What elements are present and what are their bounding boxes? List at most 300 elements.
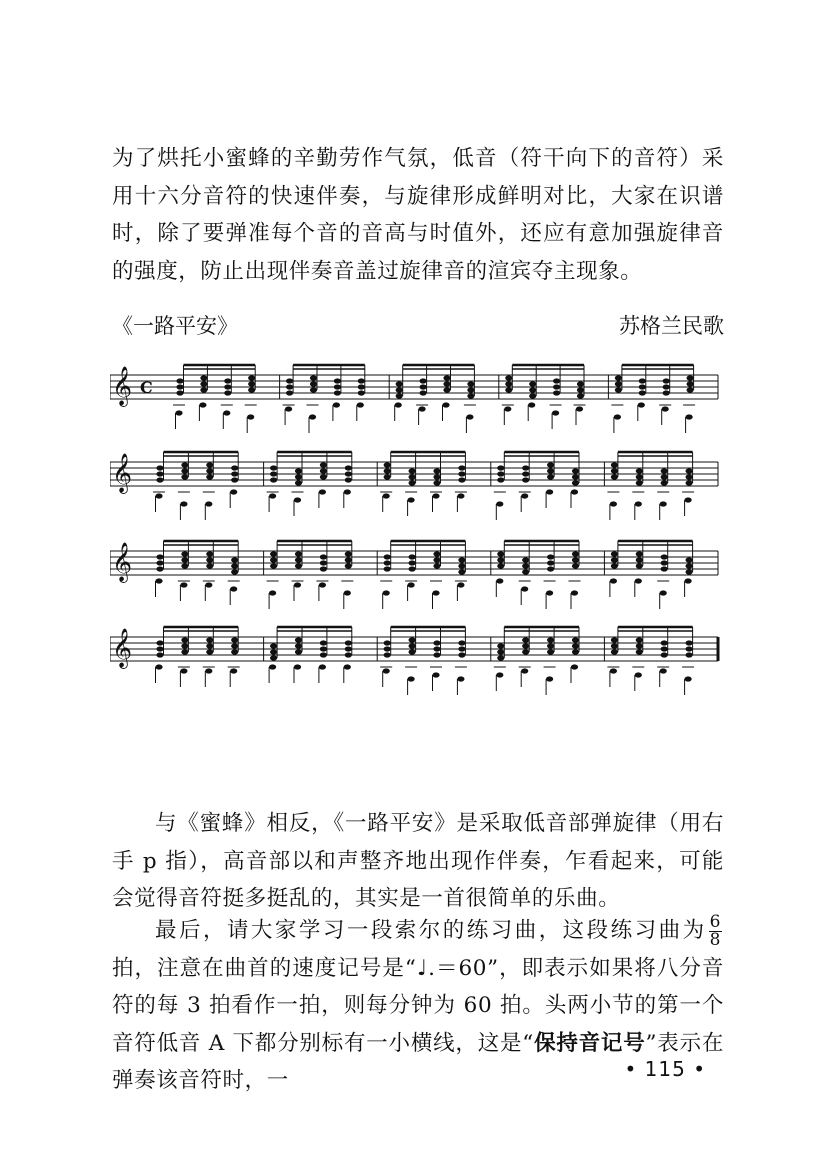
note-head — [286, 390, 293, 395]
note-head — [206, 462, 213, 467]
bass-note-head — [344, 590, 351, 595]
note-head — [497, 465, 504, 470]
note-head — [156, 477, 163, 482]
bass-note-head — [230, 586, 237, 591]
note-head — [686, 480, 693, 485]
bass-note-head — [685, 578, 692, 583]
treble-clef-icon: 𝄞 — [112, 366, 133, 406]
note-head — [156, 646, 163, 651]
note-head — [231, 643, 238, 648]
note-head — [615, 375, 622, 380]
note-head — [231, 477, 238, 482]
staff-system — [110, 627, 718, 695]
note-head — [687, 381, 694, 386]
note-head — [663, 384, 670, 389]
note-head — [572, 649, 579, 654]
note-head — [358, 384, 365, 389]
note-head — [522, 557, 529, 562]
note-head — [687, 387, 694, 392]
music-score — [110, 355, 726, 720]
note-head — [286, 378, 293, 383]
note-head — [248, 387, 255, 392]
note-head — [572, 474, 579, 479]
note-head — [661, 474, 668, 479]
note-head — [320, 560, 327, 565]
bass-note-head — [383, 668, 390, 673]
bass-note-head — [610, 668, 617, 673]
staff-system — [110, 365, 718, 433]
staff-system — [110, 541, 718, 609]
fraction-numerator: 6 — [709, 911, 721, 932]
note-head — [224, 378, 231, 383]
note-head — [200, 387, 207, 392]
note-head — [181, 649, 188, 654]
note-head — [433, 480, 440, 485]
note-head — [409, 637, 416, 642]
note-head — [409, 480, 416, 485]
bass-note-head — [546, 590, 553, 595]
note-head — [611, 563, 618, 568]
note-head — [224, 390, 231, 395]
score-systems — [110, 365, 718, 695]
note-head — [572, 563, 579, 568]
note-head — [206, 551, 213, 556]
bass-note-head — [496, 578, 503, 583]
note-head — [181, 643, 188, 648]
note-head — [615, 387, 622, 392]
note-head — [611, 649, 618, 654]
note-head — [310, 381, 317, 386]
note-head — [358, 378, 365, 383]
note-head — [458, 471, 465, 476]
note-head — [345, 652, 352, 657]
note-head — [384, 462, 391, 467]
note-head — [661, 554, 668, 559]
note-head — [529, 393, 536, 398]
note-head — [467, 387, 474, 392]
note-head — [206, 474, 213, 479]
note-head — [409, 468, 416, 473]
note-head — [384, 468, 391, 473]
note-head — [248, 375, 255, 380]
note-head — [433, 468, 440, 473]
note-head — [181, 637, 188, 642]
note-head — [409, 643, 416, 648]
note-head — [206, 557, 213, 562]
note-head — [497, 649, 504, 654]
bass-note-head — [576, 406, 583, 411]
note-head — [636, 649, 643, 654]
note-head — [320, 474, 327, 479]
note-head — [522, 465, 529, 470]
bass-note-head — [432, 590, 439, 595]
note-head — [522, 637, 529, 642]
note-head — [661, 468, 668, 473]
sustain-mark-term: 保持音记号 — [533, 1030, 646, 1056]
bass-note-head — [309, 414, 316, 419]
note-head — [320, 640, 327, 645]
note-head — [156, 560, 163, 565]
note-head — [547, 468, 554, 473]
note-head — [497, 563, 504, 568]
note-head — [248, 381, 255, 386]
note-head — [497, 655, 504, 660]
study-text-a: 最后，请大家学习一段索尔的练习曲，这段练习曲为 — [155, 918, 707, 943]
note-head — [320, 554, 327, 559]
note-head — [572, 480, 579, 485]
note-head — [433, 640, 440, 645]
note-head — [497, 557, 504, 562]
note-head — [345, 640, 352, 645]
note-head — [181, 468, 188, 473]
note-head — [310, 387, 317, 392]
note-head — [547, 462, 554, 467]
bass-note-head — [269, 590, 276, 595]
note-head — [433, 652, 440, 657]
note-head — [547, 637, 554, 642]
note-head — [270, 471, 277, 476]
note-head — [181, 563, 188, 568]
note-head — [611, 643, 618, 648]
note-head — [458, 557, 465, 562]
note-head — [636, 474, 643, 479]
note-head — [358, 390, 365, 395]
note-head — [181, 462, 188, 467]
note-head — [433, 646, 440, 651]
note-head — [636, 563, 643, 568]
bass-note-head — [247, 414, 254, 419]
note-head — [156, 640, 163, 645]
bass-note-head — [269, 493, 276, 498]
note-head — [270, 643, 277, 648]
note-head — [231, 465, 238, 470]
note-head — [156, 465, 163, 470]
bass-note-head — [180, 501, 187, 506]
fraction-denominator: 8 — [709, 929, 721, 950]
time-signature: C — [140, 378, 153, 397]
bass-note-head — [383, 493, 390, 498]
note-head — [458, 569, 465, 574]
note-head — [345, 563, 352, 568]
note-head — [547, 643, 554, 648]
note-head — [572, 643, 579, 648]
note-head — [384, 646, 391, 651]
bass-note-head — [155, 493, 162, 498]
bass-note-head — [205, 668, 212, 673]
note-head — [176, 378, 183, 383]
note-head — [200, 381, 207, 386]
note-head — [334, 390, 341, 395]
note-head — [529, 387, 536, 392]
note-head — [547, 554, 554, 559]
note-head — [636, 480, 643, 485]
note-head — [547, 474, 554, 479]
note-head — [206, 649, 213, 654]
note-head — [224, 384, 231, 389]
note-head — [295, 480, 302, 485]
bass-note-head — [408, 676, 415, 681]
bass-note-head — [319, 489, 326, 494]
bass-note-head — [432, 672, 439, 677]
note-head — [156, 566, 163, 571]
note-head — [433, 474, 440, 479]
bass-note-head — [635, 578, 642, 583]
dotted-quarter-note-icon: ♩. — [416, 955, 436, 981]
time-signature-fraction — [709, 911, 722, 950]
note-head — [231, 637, 238, 642]
bass-note-head — [635, 501, 642, 506]
note-head — [686, 652, 693, 657]
bass-note-head — [155, 664, 162, 669]
note-head — [295, 649, 302, 654]
bass-note-head — [686, 414, 693, 419]
bass-note-head — [319, 664, 326, 669]
note-head — [572, 468, 579, 473]
bass-note-head — [408, 582, 415, 587]
note-head — [497, 643, 504, 648]
note-head — [433, 551, 440, 556]
note-head — [206, 637, 213, 642]
note-head — [577, 387, 584, 392]
note-head — [661, 640, 668, 645]
note-head — [547, 560, 554, 565]
note-head — [181, 557, 188, 562]
note-head — [231, 557, 238, 562]
note-head — [443, 375, 450, 380]
note-head — [295, 557, 302, 562]
note-head — [661, 646, 668, 651]
bass-note-head — [662, 406, 669, 411]
note-head — [396, 381, 403, 386]
note-head — [206, 643, 213, 648]
note-head — [522, 477, 529, 482]
bass-note-head — [357, 402, 364, 407]
note-head — [611, 474, 618, 479]
note-head — [615, 381, 622, 386]
bass-note-head — [635, 672, 642, 677]
bass-note-head — [344, 489, 351, 494]
bass-note-head — [395, 402, 402, 407]
bass-note-head — [457, 676, 464, 681]
bass-note-head — [521, 586, 528, 591]
note-head — [611, 468, 618, 473]
note-head — [286, 384, 293, 389]
note-head — [433, 563, 440, 568]
bass-note-head — [504, 406, 511, 411]
note-head — [420, 390, 427, 395]
note-head — [433, 557, 440, 562]
bass-note-head — [344, 664, 351, 669]
note-head — [529, 381, 536, 386]
note-head — [396, 393, 403, 398]
staff-system — [110, 452, 718, 520]
bass-note-head — [610, 578, 617, 583]
bass-note-head — [496, 672, 503, 677]
bass-note-head — [269, 664, 276, 669]
note-head — [420, 384, 427, 389]
note-head — [505, 387, 512, 392]
note-head — [231, 649, 238, 654]
note-head — [686, 468, 693, 473]
bass-note-head — [638, 402, 645, 407]
note-head — [458, 465, 465, 470]
note-head — [505, 381, 512, 386]
note-head — [396, 387, 403, 392]
note-head — [409, 560, 416, 565]
note-head — [572, 637, 579, 642]
bass-note-head — [205, 582, 212, 587]
note-head — [547, 566, 554, 571]
bass-note-head — [457, 582, 464, 587]
page-number: • 115 • — [624, 1057, 706, 1081]
note-head — [572, 557, 579, 562]
note-head — [636, 643, 643, 648]
note-head — [458, 646, 465, 651]
note-head — [611, 462, 618, 467]
treble-clef-icon: 𝄞 — [112, 628, 133, 668]
intro-paragraph: 为了烘托小蜜蜂的辛勤劳作气氛，低音（符干向下的音符）采用十六分音符的快速伴奏，与旋律形成鲜明对比，大家在识谱时，除了要弹准每个音的音高与时值外，还应有意加强旋律音的强度，防止出现伴奏音盖过旋律音的渲宾夺主现象。 — [112, 146, 724, 284]
note-head — [497, 477, 504, 482]
note-head — [686, 569, 693, 574]
note-head — [181, 551, 188, 556]
note-head — [295, 563, 302, 568]
note-head — [270, 563, 277, 568]
bass-note-head — [294, 664, 301, 669]
note-head — [345, 557, 352, 562]
note-head — [458, 477, 465, 482]
note-head — [384, 474, 391, 479]
note-head — [686, 557, 693, 562]
treble-clef-icon: 𝄞 — [112, 542, 133, 582]
note-head — [176, 390, 183, 395]
bass-note-head — [230, 489, 237, 494]
note-head — [577, 393, 584, 398]
bass-note-head — [333, 402, 340, 407]
note-head — [458, 563, 465, 568]
note-head — [661, 560, 668, 565]
study-text-d: ”表示在弹奏该音符时，一 — [112, 1030, 724, 1093]
bass-note-head — [571, 590, 578, 595]
note-head — [384, 560, 391, 565]
note-head — [334, 384, 341, 389]
bass-note-head — [155, 578, 162, 583]
note-head — [384, 566, 391, 571]
bass-note-head — [457, 493, 464, 498]
bass-note-head — [230, 668, 237, 673]
note-head — [467, 381, 474, 386]
note-head — [206, 468, 213, 473]
bass-note-head — [294, 582, 301, 587]
note-head — [443, 381, 450, 386]
note-head — [639, 384, 646, 389]
note-head — [156, 652, 163, 657]
note-head — [458, 640, 465, 645]
note-head — [270, 655, 277, 660]
bass-note-head — [571, 489, 578, 494]
note-head — [345, 471, 352, 476]
comparison-paragraph: 与《蜜蜂》相反，《一路平安》是采取低音部弹旋律（用右手 p 指），高音部以和声整齐地出现作伴奏，乍看起来，可能会觉得音符挺多挺乱的，其实是一首很简单的乐曲。 — [112, 811, 724, 911]
note-head — [572, 551, 579, 556]
note-head — [231, 569, 238, 574]
note-head — [320, 646, 327, 651]
note-head — [663, 390, 670, 395]
bass-note-head — [660, 668, 667, 673]
note-head — [522, 563, 529, 568]
bass-note-head — [614, 414, 621, 419]
song-origin: 苏格兰民歌 — [619, 314, 724, 338]
bass-note-head — [180, 582, 187, 587]
note-head — [636, 468, 643, 473]
note-head — [522, 643, 529, 648]
bass-note-head — [466, 414, 473, 419]
note-head — [295, 643, 302, 648]
bass-note-head — [521, 493, 528, 498]
note-head — [420, 378, 427, 383]
note-head — [295, 474, 302, 479]
note-head — [505, 375, 512, 380]
note-head — [522, 649, 529, 654]
note-head — [156, 554, 163, 559]
note-head — [270, 557, 277, 562]
note-head — [176, 384, 183, 389]
note-head — [686, 563, 693, 568]
bass-note-head — [528, 402, 535, 407]
note-head — [384, 554, 391, 559]
note-head — [409, 554, 416, 559]
bass-note-head — [180, 668, 187, 673]
bass-note-head — [521, 668, 528, 673]
note-head — [156, 471, 163, 476]
bass-note-head — [685, 676, 692, 681]
note-head — [345, 477, 352, 482]
note-head — [611, 637, 618, 642]
note-head — [639, 378, 646, 383]
note-head — [547, 649, 554, 654]
bass-note-head — [285, 406, 292, 411]
bass-note-head — [175, 410, 182, 415]
note-head — [384, 652, 391, 657]
bass-note-head — [546, 676, 553, 681]
bass-note-head — [408, 497, 415, 502]
note-head — [320, 468, 327, 473]
note-head — [522, 471, 529, 476]
song-title: 《一路平安》 — [112, 314, 238, 338]
note-head — [206, 563, 213, 568]
note-head — [295, 551, 302, 556]
note-head — [497, 471, 504, 476]
study-text-c: ＝60”，即表示如果将八分音符的每 3 拍看作一拍，则每分钟为 60 拍。头两小节的第一个音符低音 A 下都分别标有一小横线，这是“ — [112, 955, 724, 1056]
note-head — [553, 384, 560, 389]
note-head — [443, 387, 450, 392]
note-head — [663, 378, 670, 383]
treble-clef-icon: 𝄞 — [112, 453, 133, 493]
bass-note-head — [294, 497, 301, 502]
note-head — [636, 637, 643, 642]
note-head — [345, 551, 352, 556]
bass-note-head — [432, 493, 439, 498]
bass-note-head — [199, 402, 206, 407]
bass-note-head — [571, 664, 578, 669]
bass-note-head — [496, 501, 503, 506]
note-head — [334, 378, 341, 383]
note-head — [270, 477, 277, 482]
bass-note-head — [685, 497, 692, 502]
note-head — [295, 468, 302, 473]
note-head — [270, 551, 277, 556]
bass-note-head — [319, 582, 326, 587]
note-head — [320, 462, 327, 467]
note-head — [458, 652, 465, 657]
